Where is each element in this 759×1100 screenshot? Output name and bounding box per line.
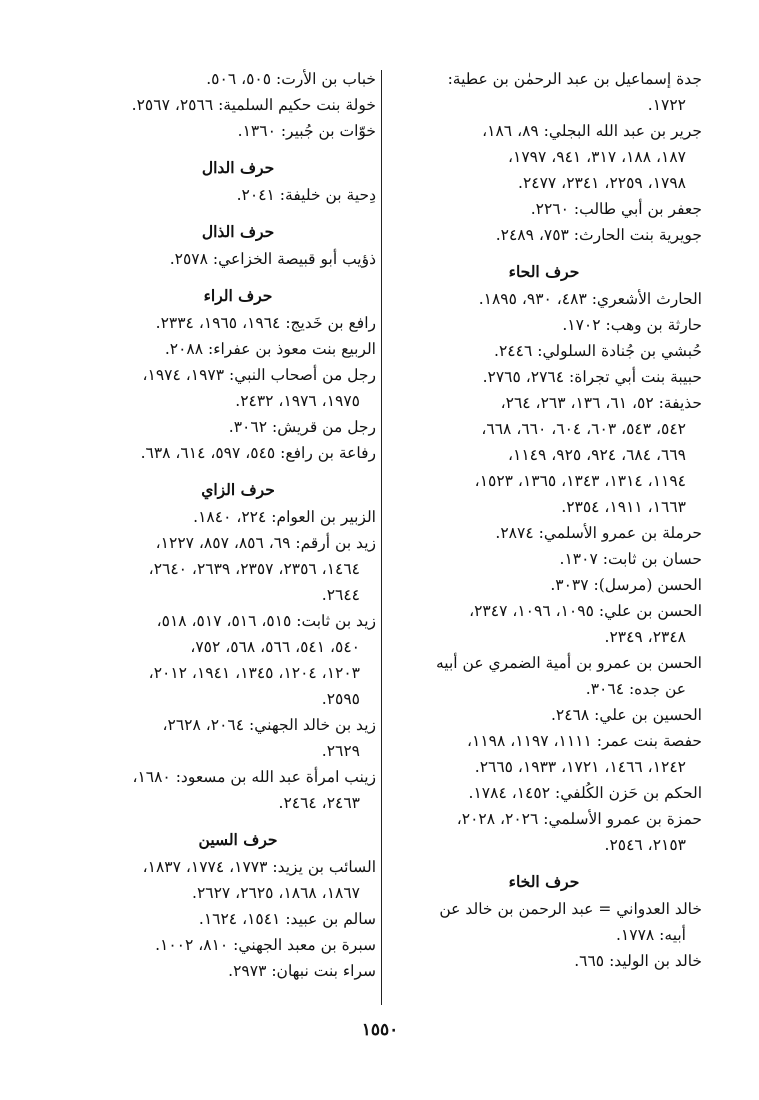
index-entry: [386, 896, 702, 948]
index-entry: [100, 92, 376, 118]
entry-line: خوّات بن جُبير: ١٣٦٠.: [237, 122, 376, 140]
entry-line: الحكم بن حَزن الكُلفي: ١٤٥٢، ١٧٨٤.: [468, 784, 702, 802]
entry-line: حرملة بن عمرو الأسلمي: ٢٨٧٤.: [495, 524, 702, 542]
index-entry: [386, 728, 702, 780]
index-entry: [386, 118, 702, 196]
index-entry: [100, 440, 376, 466]
entry-line: جعفر بن أبي طالب: ٢٢٦٠.: [530, 200, 702, 218]
entry-line: ذؤيب أبو قبيصة الخزاعي: ٢٥٧٨.: [169, 250, 376, 268]
entry-line: الحسين بن علي: ٢٤٦٨.: [550, 706, 702, 724]
entry-line: سالم بن عبيد: ١٥٤١، ١٦٢٤.: [198, 910, 376, 928]
entry-continuation-line: ١٨٧، ١٨٨، ٣١٧، ٩٤١، ١٧٩٧،: [507, 148, 686, 166]
section-heading: حرف الحاء: [508, 262, 580, 281]
index-entry: [386, 948, 702, 974]
entry-continuation-line: ٥٤٠، ٥٤١، ٥٦٦، ٥٦٨، ٧٥٢،: [190, 638, 360, 656]
index-entry: [100, 854, 376, 906]
entry-line: الحسن بن عمرو بن أمية الضمري عن أبيه: [436, 654, 702, 672]
entry-line: زيد بن ثابت: ٥١٥، ٥١٦، ٥١٧، ٥١٨،: [156, 612, 376, 630]
index-entry: [100, 66, 376, 92]
entry-continuation-line: ١٧٩٨، ٢٢٥٩، ٢٣٤١، ٢٤٧٧.: [518, 174, 686, 192]
entry-line: الحارث الأشعري: ٤٨٣، ٩٣٠، ١٨٩٥.: [478, 290, 702, 308]
section-heading: حرف الخاء: [508, 872, 580, 891]
entry-line: خباب بن الأرت: ٥٠٥، ٥٠٦.: [206, 70, 376, 88]
entry-continuation-line: ١٩٧٥، ١٩٧٦، ٢٤٣٢.: [235, 392, 360, 410]
entry-continuation-line: ١٨٦٧، ١٨٦٨، ٢٦٢٥، ٢٦٢٧.: [192, 884, 360, 902]
index-entry: [100, 504, 376, 530]
entry-line: سراء بنت نبهان: ٢٩٧٣.: [228, 962, 376, 980]
entry-line: جدة إسماعيل بن عبد الرحمٰن بن عطية:: [447, 70, 702, 88]
entry-line: رفاعة بن رافع: ٥٤٥، ٥٩٧، ٦١٤، ٦٣٨.: [140, 444, 376, 462]
index-entry: [100, 246, 376, 272]
entry-continuation-line: عن جده: ٣٠٦٤.: [585, 680, 686, 698]
index-entry: [386, 364, 702, 390]
entry-line: الحسن بن علي: ١٠٩٥، ١٠٩٦، ٢٣٤٧،: [469, 602, 702, 620]
entry-line: حفصة بنت عمر: ١١١١، ١١٩٧، ١١٩٨،: [467, 732, 702, 750]
column-divider: [381, 70, 382, 1005]
index-entry: [386, 222, 702, 248]
entry-continuation-line: ١١٩٤، ١٣١٤، ١٣٤٣، ١٣٦٥، ١٥٢٣،: [474, 472, 686, 490]
index-entry: [100, 118, 376, 144]
entry-continuation-line: ٦٦٩، ٦٨٤، ٩٢٤، ٩٢٥، ١١٤٩،: [507, 446, 686, 464]
entry-continuation-line: ٢٥٩٥.: [321, 690, 360, 708]
index-column-left: [100, 66, 376, 984]
entry-continuation-line: ١٢٤٢، ١٤٦٦، ١٧٢١، ١٩٣٣، ٢٦٦٥.: [474, 758, 686, 776]
index-entry: [100, 958, 376, 984]
entry-line: الربيع بنت معوذ بن عفراء: ٢٠٨٨.: [164, 340, 376, 358]
entry-line: السائب بن يزيد: ١٧٧٣، ١٧٧٤، ١٨٣٧،: [142, 858, 376, 876]
index-entry: [100, 932, 376, 958]
entry-continuation-line: ١٤٦٤، ٢٣٥٦، ٢٣٥٧، ٢٦٣٩، ٢٦٤٠،: [148, 560, 360, 578]
entry-line: خولة بنت حكيم السلمية: ٢٥٦٦، ٢٥٦٧.: [131, 96, 376, 114]
index-entry: [386, 286, 702, 312]
index-entry: [100, 414, 376, 440]
entry-line: حبيبة بنت أبي تجراة: ٢٧٦٤، ٢٧٦٥.: [482, 368, 702, 386]
index-entry: [386, 650, 702, 702]
index-entry: [386, 196, 702, 222]
index-entry: [386, 338, 702, 364]
index-entry: [100, 764, 376, 816]
index-entry: [386, 66, 702, 118]
entry-line: حمزة بن عمرو الأسلمي: ٢٠٢٦، ٢٠٢٨،: [456, 810, 702, 828]
index-entry: [386, 390, 702, 520]
index-entry: [100, 906, 376, 932]
index-entry: [100, 712, 376, 764]
index-entry: [386, 806, 702, 858]
entry-continuation-line: ١٦٦٣، ١٩١١، ٢٣٥٤.: [561, 498, 686, 516]
entry-continuation-line: ٢٦٤٤.: [321, 586, 360, 604]
entry-line: دِحية بن خليفة: ٢٠٤١.: [236, 186, 376, 204]
entry-line: حُبشي بن جُنادة السلولي: ٢٤٤٦.: [494, 342, 702, 360]
entry-line: زينب امرأة عبد الله بن مسعود: ١٦٨٠،: [132, 768, 376, 786]
entry-continuation-line: ١٧٢٢.: [647, 96, 686, 114]
entry-line: حذيفة: ٥٢، ٦١، ١٣٦، ٢٦٣، ٢٦٤،: [500, 394, 702, 412]
entry-continuation-line: ٢٤٦٣، ٢٤٦٤.: [278, 794, 360, 812]
entry-line: حسان بن ثابت: ١٣٠٧.: [559, 550, 702, 568]
index-entry: [386, 780, 702, 806]
entry-line: رافع بن خَديج: ١٩٦٤، ١٩٦٥، ٢٣٣٤.: [155, 314, 376, 332]
index-entry: [386, 312, 702, 338]
entry-line: زيد بن أرقم: ٦٩، ٨٥٦، ٨٥٧، ١٢٢٧،: [155, 534, 376, 552]
entry-line: حارثة بن وهب: ١٧٠٢.: [562, 316, 702, 334]
entry-line: رجل من قريش: ٣٠٦٢.: [228, 418, 376, 436]
index-entry: [386, 520, 702, 546]
entry-continuation-line: ٥٤٢، ٥٤٣، ٦٠٣، ٦٠٤، ٦٦٠، ٦٦٨،: [481, 420, 686, 438]
index-entry: [100, 182, 376, 208]
index-entry: [100, 608, 376, 712]
section-heading: حرف الذال: [201, 222, 275, 241]
section-heading: حرف الدال: [201, 158, 275, 177]
entry-continuation-line: أبيه: ١٧٧٨.: [615, 926, 686, 944]
entry-line: سبرة بن معبد الجهني: ٨١٠، ١٠٠٢.: [155, 936, 376, 954]
section-heading: حرف السين: [198, 830, 278, 849]
section-heading: حرف الراء: [203, 286, 273, 305]
entry-line: جرير بن عبد الله البجلي: ٨٩، ١٨٦،: [482, 122, 702, 140]
entry-line: خالد بن الوليد: ٦٦٥.: [574, 952, 702, 970]
entry-continuation-line: ٢٣٤٨، ٢٣٤٩.: [604, 628, 686, 646]
section-heading: حرف الزاي: [201, 480, 275, 499]
page-number: ١٥٥٠: [361, 1020, 399, 1040]
entry-line: رجل من أصحاب النبي: ١٩٧٣، ١٩٧٤،: [142, 366, 376, 384]
entry-continuation-line: ١٢٠٣، ١٢٠٤، ١٣٤٥، ١٩٤١، ٢٠١٢،: [148, 664, 360, 682]
entry-line: خالد العدواني = عبد الرحمن بن خالد عن: [439, 900, 702, 918]
entry-line: جويرية بنت الحارث: ٧٥٣، ٢٤٨٩.: [495, 226, 702, 244]
index-entry: [100, 362, 376, 414]
index-column-right: [386, 66, 702, 974]
entry-continuation-line: ٢٦٢٩.: [321, 742, 360, 760]
index-entry: [386, 546, 702, 572]
entry-line: زيد بن خالد الجهني: ٢٠٦٤، ٢٦٢٨،: [162, 716, 376, 734]
entry-line: الزبير بن العوام: ٢٢٤، ١٨٤٠.: [193, 508, 376, 526]
index-entry: [100, 310, 376, 336]
entry-continuation-line: ٢١٥٣، ٢٥٤٦.: [604, 836, 686, 854]
index-entry: [100, 530, 376, 608]
entry-line: الحسن (مرسل): ٣٠٣٧.: [550, 576, 702, 594]
index-entry: [386, 598, 702, 650]
index-entry: [386, 702, 702, 728]
index-entry: [100, 336, 376, 362]
index-entry: [386, 572, 702, 598]
